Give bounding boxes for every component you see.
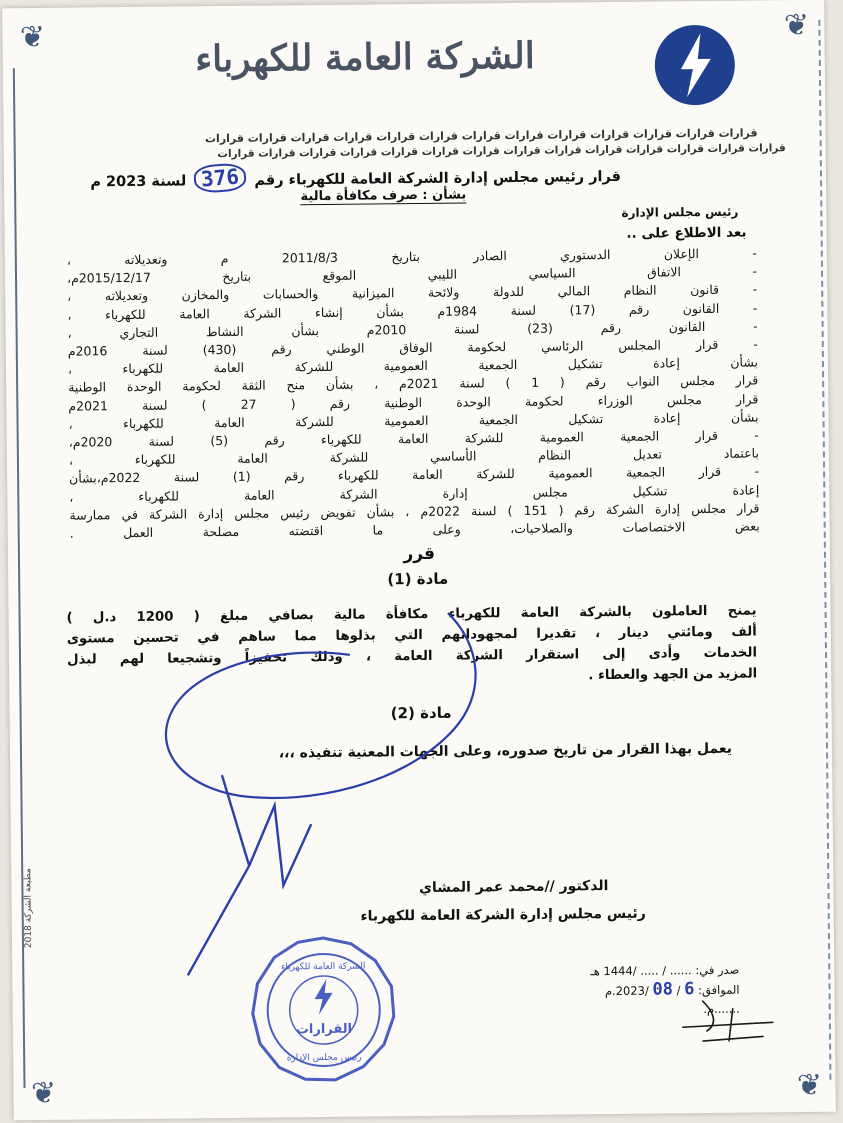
document-page — [2, 0, 836, 1120]
corner-ornament-icon: ❦ — [19, 19, 46, 56]
agreed-month: 08 — [652, 979, 674, 1000]
reference-line: - قرار المجلس الرئاسي لحكومة الوفاق الوطني رقم (430) لسنة 2016م — [67, 336, 758, 359]
signatory-name: الدكتور //محمد عمر المشاي — [418, 878, 609, 897]
stamp-outer-text: الشركة العامة للكهرباء — [281, 961, 366, 973]
corner-ornament-icon: ❦ — [796, 1067, 823, 1104]
signatory-title: رئيس مجلس إدارة الشركة العامة للكهرباء — [360, 905, 646, 925]
references-list — [67, 244, 760, 542]
reference-line: - القانون رقم (17) لسنة 1984م بشأن إنشاء الشركة العامة للكهرباء ، — [67, 300, 758, 323]
corner-ornament-icon: ❦ — [783, 7, 810, 44]
company-logo-icon — [652, 23, 737, 108]
decides-heading: قرر — [403, 543, 436, 565]
dates-block — [590, 961, 740, 1021]
article1-line: الخدمات وأدى إلى استقرار الشركة العامة ، وذلك تحفيزاً وتشجيعا لهم لبذل — [66, 645, 758, 668]
reference-line: باعتماد تعديل النظام الأساسي للشركة العامة للكهرباء ، — [68, 445, 759, 468]
official-stamp — [248, 934, 400, 1086]
article1-body — [66, 600, 757, 691]
company-name: الشركة العامة للكهرباء — [195, 34, 535, 81]
agreed-day: 6 — [684, 979, 695, 1000]
article1-line: ألف ومائتي دينار ، تقديرا لمجهوداتهم التي بذلوها مما ساهم في تحسين مستوى — [66, 624, 757, 647]
title-suffix: لسنة 2023 م — [90, 173, 187, 191]
reference-line: بشأن إعادة تشكيل الجمعية العمومية للشركة العامة للكهرباء ، — [67, 354, 759, 377]
watermark-line: قرارات قرارات قرارات قرارات قرارات قرارات قرارات قرارات قرارات قرارات قرارات قرارات قرارات — [204, 126, 758, 146]
stamp-bottom-text: رئيس مجلس الإدارة — [286, 1052, 362, 1064]
reference-line: قرار مجلس النواب رقم ( 1 ) لسنة 2021م ، بشأن منح الثقة لحكومة الوحدة الوطنية — [68, 372, 759, 396]
after-review-heading: بعد الاطلاع على .. — [626, 224, 747, 242]
reference-line: قرار مجلس إدارة الشركة رقم ( 151 ) لسنة 2022م ، بشأن تفويض رئيس مجلس إدارة الشركة في ممارسة — [69, 500, 760, 523]
reference-line: - الاتفاق السياسي الليبي الموقع بتاريخ 2015/12/17م، — [66, 263, 758, 286]
reference-line: قرار مجلس الوزراء لحكومة الوحدة الوطنية رقم ( 27 ) لسنة 2021م — [68, 391, 759, 414]
agreed-year: /2023.م — [604, 983, 649, 999]
decorative-border-right — [788, 20, 831, 1080]
reference-line: بعض الاختصاصات والصلاحيات، وعلى ما اقتضته مصلحة العمل . — [69, 518, 760, 541]
article2-text: يعمل بهذا القرار من تاريخ صدوره، وعلى الجهات المعنية تنفيذه ،،، — [278, 740, 733, 762]
decorative-border-left — [13, 68, 66, 1088]
corner-ornament-icon: ❦ — [30, 1075, 57, 1112]
reference-line: إعادة تشكيل مجلس إدارة الشركة العامة للكهرباء ، — [69, 482, 760, 505]
article1-line: المزيد من الجهد والعطاء . — [588, 666, 758, 684]
chairman-heading: رئيس مجلس الإدارة — [621, 204, 739, 220]
agreed-date: الموافق: 6 / 08 /2023.م — [604, 979, 740, 1000]
print-mark: مطبعة الشركة 2018 — [23, 867, 35, 949]
decision-number: 376 — [193, 162, 247, 194]
reference-line: - قانون النظام المالي للدولة ولائحة الميزانية والحسابات والمخازن وتعديلاته ، — [67, 281, 758, 305]
article2-heading: مادة (2) — [390, 703, 452, 723]
reference-line: - الإعلان الدستوري الصادر بتاريخ 2011/8/3 م وتعديلاته ، — [66, 245, 757, 268]
decision-subject: بشأن : صرف مكافأة مالية — [300, 187, 467, 205]
reference-line: - قرار الجمعية العمومية للشركة العامة للكهرباء رقم (5) لسنة 2020م، — [68, 427, 759, 450]
third-date-line: .......م. — [703, 1001, 740, 1017]
reference-line: - قرار الجمعية العمومية للشركة العامة للكهرباء رقم (1) لسنة 2022م،بشأن — [69, 463, 760, 487]
article1-heading: مادة (1) — [387, 569, 449, 589]
reference-line: بشأن إعادة تشكيل الجمعية العمومية للشركة العامة للكهرباء ، — [68, 409, 759, 432]
issued-date: صدر في: ...... / ..... /1444 هـ — [590, 962, 740, 979]
title-prefix: قرار رئيس مجلس إدارة الشركة العامة للكهرباء رقم — [254, 168, 622, 189]
article1-line: يمنح العاملون بالشركة العامة للكهرباء مكافأة مالية بصافي مبلغ ( 1200 د.ل ) — [66, 603, 757, 626]
stamp-center-text: القرارات — [295, 1021, 353, 1038]
agreed-label: الموافق: — [697, 982, 740, 998]
watermark-line: قرارات قرارات قرارات قرارات قرارات قرارات قرارات قرارات قرارات قرارات قرارات قرارات قرارات قرارات — [217, 142, 786, 161]
reference-line: - القانون رقم (23) لسنة 2010م بشأن النشاط التجاري ، — [67, 318, 758, 341]
